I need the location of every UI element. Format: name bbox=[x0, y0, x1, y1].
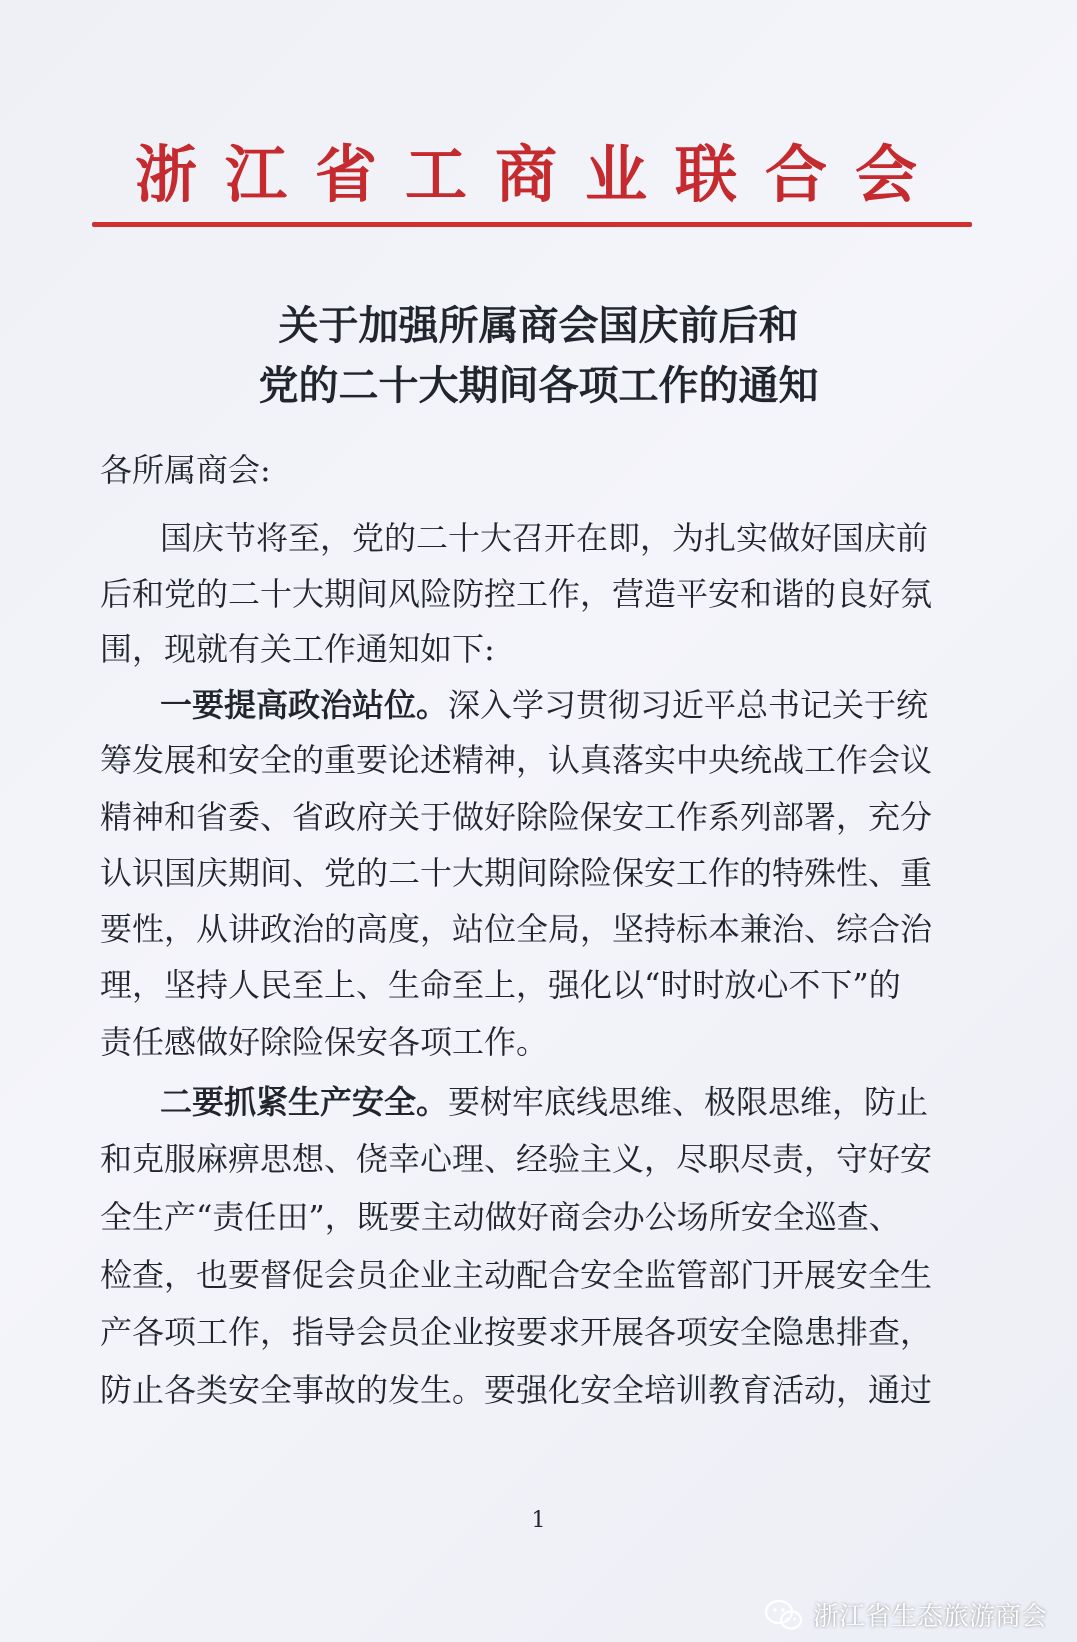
section-1-line: 理，坚持人民至上、生命至上，强化以“时时放心不下”的 bbox=[100, 966, 901, 1004]
wechat-icon bbox=[765, 1599, 803, 1631]
section-1-line: 认识国庆期间、党的二十大期间除险保安工作的特殊性、重 bbox=[100, 854, 933, 892]
section-2-line: 防止各类安全事故的发生。要强化安全培训教育活动，通过 bbox=[100, 1371, 933, 1409]
section-2-line: 和克服麻痹思想、侥幸心理、经验主义，尽职尽责，守好安 bbox=[100, 1140, 933, 1178]
letterhead-red-rule bbox=[92, 222, 972, 227]
section-2-heading: 二要抓紧生产安全。 bbox=[160, 1083, 449, 1121]
section-1-text: 深入学习贯彻习近平总书记关于统 bbox=[448, 686, 929, 724]
section-1-line: 责任感做好除险保安各项工作。 bbox=[100, 1023, 549, 1061]
section-1-line: 精神和省委、省政府关于做好除险保安工作系列部署，充分 bbox=[100, 798, 933, 836]
section-2-text: 要树牢底线思维、极限思维，防止 bbox=[448, 1083, 929, 1121]
account-watermark bbox=[765, 1596, 1047, 1633]
section-1-line: 筹发展和安全的重要论述精神，认真落实中央统战工作会议 bbox=[100, 741, 933, 779]
section-1-first-line bbox=[160, 683, 990, 727]
intro-line: 国庆节将至，党的二十大召开在即，为扎实做好国庆前 bbox=[160, 519, 929, 557]
salutation: 各所属商会: bbox=[100, 451, 271, 489]
section-1-heading: 一要提高政治站位。 bbox=[160, 686, 449, 724]
organization-letterhead: 浙江省工商业联合会 bbox=[134, 138, 945, 211]
section-2-line: 产各项工作，指导会员企业按要求开展各项安全隐患排查， bbox=[100, 1313, 933, 1351]
document-title-line-2: 党的二十大期间各项工作的通知 bbox=[258, 362, 819, 409]
watermark-text: 浙江省生态旅游商会 bbox=[812, 1602, 1047, 1632]
section-2-line: 全生产“责任田”，既要主动做好商会办公场所安全巡查、 bbox=[100, 1198, 901, 1236]
section-1-line: 要性，从讲政治的高度，站位全局，坚持标本兼治、综合治 bbox=[100, 910, 933, 948]
section-2-first-line bbox=[160, 1080, 990, 1124]
page-number: 1 bbox=[531, 1508, 546, 1533]
document-title-line-1: 关于加强所属商会国庆前后和 bbox=[278, 302, 799, 349]
intro-line: 围，现就有关工作通知如下: bbox=[100, 630, 495, 668]
intro-line: 后和党的二十大期间风险防控工作，营造平安和谐的良好氛 bbox=[100, 575, 933, 613]
section-2-line: 检查，也要督促会员企业主动配合安全监管部门开展安全生 bbox=[100, 1256, 933, 1294]
